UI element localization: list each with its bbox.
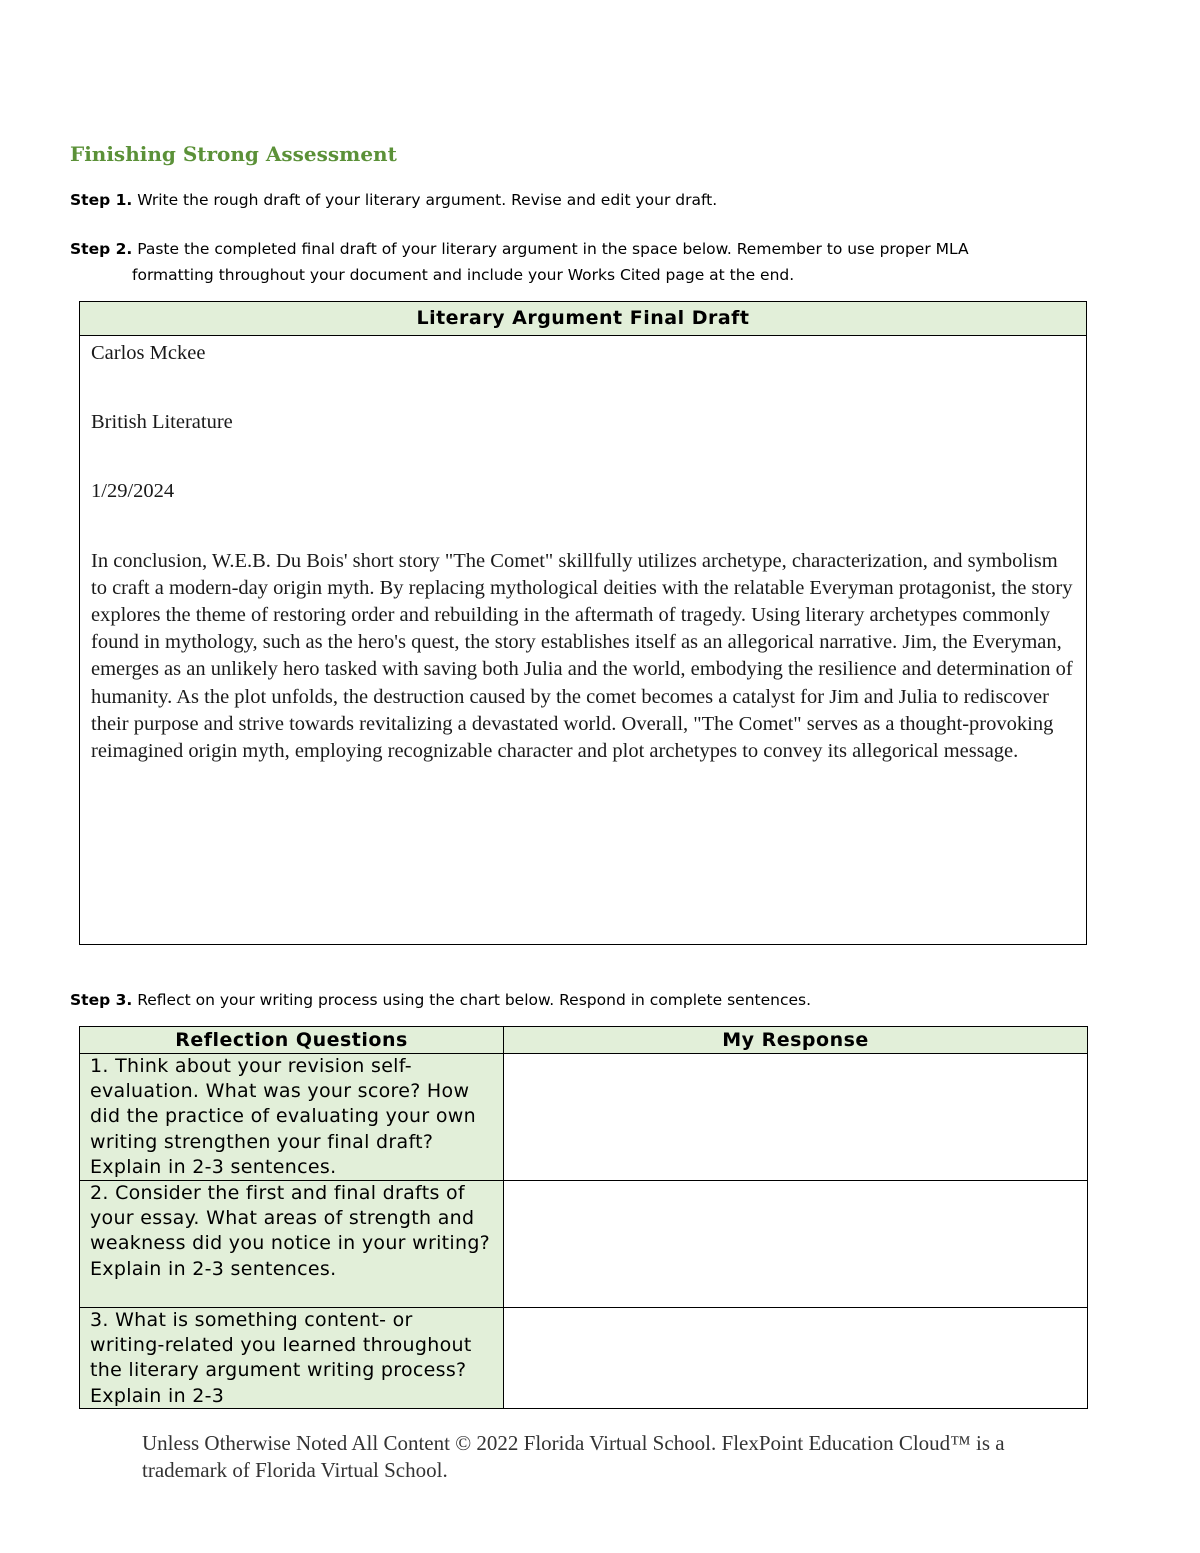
reflection-question-2: 2. Consider the first and final drafts of your essay. What areas of strength and weakness did you notice in your writing? Explain in 2-3 sentences. [80, 1181, 504, 1308]
response-cell-2[interactable] [504, 1181, 1088, 1308]
step-2-text-line2: formatting throughout your document and include your Works Cited page at the end. [132, 266, 795, 284]
step-2-label: Step 2. [70, 240, 133, 258]
reflection-question-3: 3. What is something content- or writing-related you learned throughout the literary argument writing process? Explain in 2-3 [90, 1309, 472, 1407]
step-1-label: Step 1. [70, 191, 133, 209]
copyright-footer: Unless Otherwise Noted All Content © 2022 Florida Virtual School. FlexPoint Education Cloud™ is a trademark of Florida Virtual School. [142, 1431, 1005, 1482]
response-cell-3[interactable] [504, 1308, 1088, 1409]
final-draft-header: Literary Argument Final Draft [80, 302, 1086, 336]
step-3-label: Step 3. [70, 991, 133, 1009]
essay-paragraph: In conclusion, W.E.B. Du Bois' short story "The Comet" skillfully utilizes archetype, characterization, and symbolism to craft a modern-day origin myth. By replacing mythological deities with the relatable Everyman protagonist, the story explores the theme of restoring order and rebuilding in the aftermath of tragedy. Using literary archetypes commonly found in mythology, such as the hero's quest, the story establishes itself as an allegorical narrative. Jim, the Everyman, emerges as an unlikely hero tasked with saving both Julia and the world, embodying the resilience and determination of humanity. As the plot unfolds, the destruction caused by the comet becomes a catalyst for Jim and Julia to rediscover their purpose and strive towards revitalizing a devastated world. Overall, "The Comet" serves as a thought-provoking reimagined origin myth, employing recognizable character and plot archetypes to convey its allegorical message. [91, 549, 1073, 763]
essay-date: 1/29/2024 [91, 480, 175, 503]
my-response-header: My Response [504, 1027, 1088, 1054]
step-3-instruction [70, 987, 811, 1013]
student-name: Carlos Mckee [91, 342, 206, 364]
reflection-questions-header: Reflection Questions [80, 1027, 504, 1054]
response-cell-1[interactable] [504, 1054, 1088, 1181]
table-row [80, 1054, 1088, 1181]
table-row [80, 1181, 1088, 1308]
course-name: British Literature [91, 411, 233, 434]
reflection-table [79, 1026, 1088, 1409]
step-2-text-line1: Paste the completed final draft of your literary argument in the space below. Remember to use proper MLA [137, 240, 969, 258]
step-1-instruction [70, 187, 717, 213]
final-draft-box [79, 301, 1087, 945]
final-draft-content[interactable] [80, 336, 1086, 769]
page-title: Finishing Strong Assessment [70, 142, 397, 166]
reflection-question-1: 1. Think about your revision self-evaluation. What was your score? How did the practice of evaluating your own writing strengthen your final draft? Explain in 2-3 sentences. [80, 1054, 504, 1181]
step-2-instruction [70, 236, 1080, 288]
step-1-text: Write the rough draft of your literary argument. Revise and edit your draft. [137, 191, 718, 209]
table-row [80, 1308, 1088, 1409]
step-3-text: Reflect on your writing process using the chart below. Respond in complete sentences. [137, 991, 812, 1009]
reflection-question-3-cell [80, 1308, 504, 1409]
